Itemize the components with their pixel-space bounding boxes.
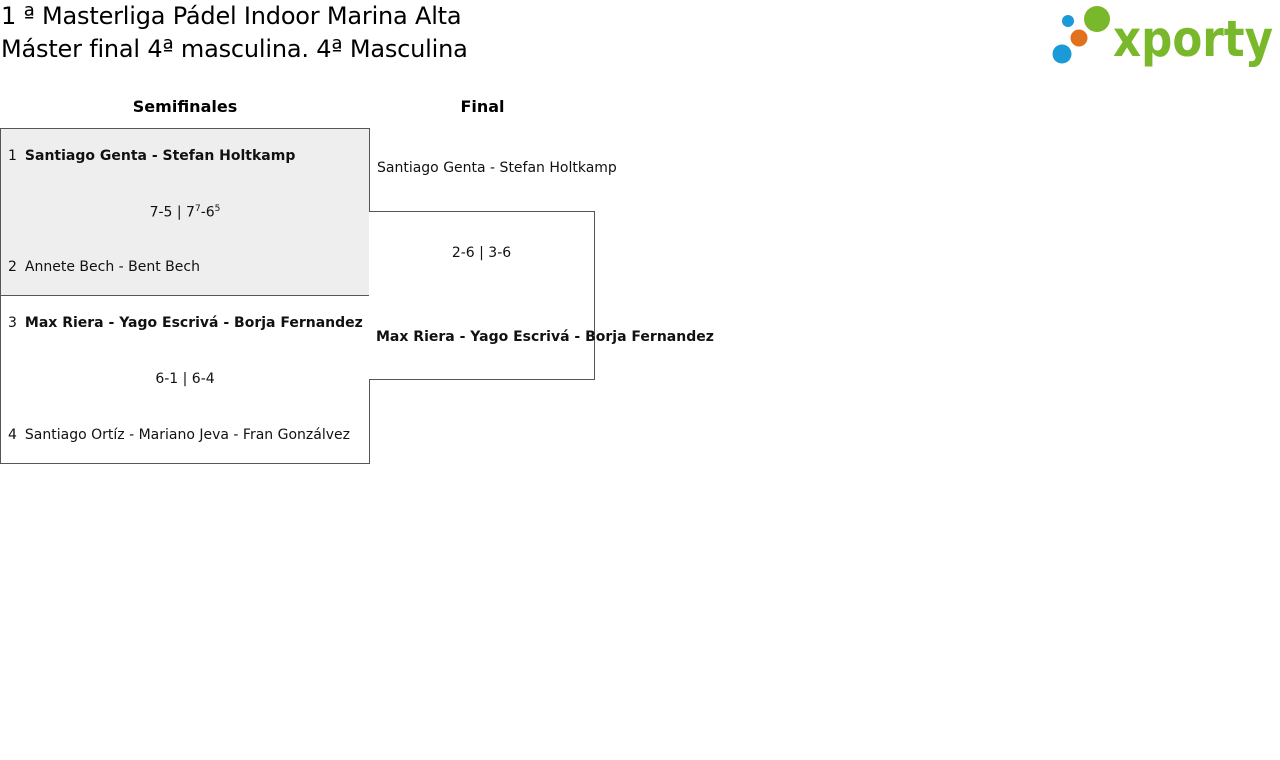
team-name: Santiago Ortíz - Mariano Jeva - Fran Gonzálvez bbox=[24, 427, 350, 443]
logo-dot-orange bbox=[1071, 30, 1088, 47]
round-header-final: Final bbox=[460, 97, 505, 116]
semifinal-1-match[interactable] bbox=[0, 128, 370, 296]
seed-number: 2 bbox=[8, 259, 17, 275]
final-score: 2-6 | 3-6 bbox=[451, 245, 512, 261]
final-match[interactable] bbox=[369, 211, 714, 380]
logo-wordmark: xporty bbox=[1113, 10, 1273, 68]
page-title: 1 ª Masterliga Pádel Indoor Marina Alta bbox=[1, 2, 462, 30]
logo-dot-blue bbox=[1053, 45, 1072, 64]
seed-number: 3 bbox=[8, 315, 17, 331]
semifinal-2-top-row bbox=[1, 315, 369, 331]
team-name-winner: Santiago Genta - Stefan Holtkamp bbox=[24, 148, 296, 164]
semifinal-1-bottom-row bbox=[1, 259, 369, 275]
final-top-team: Santiago Genta - Stefan Holtkamp bbox=[377, 160, 617, 176]
semifinal-2-bottom-row bbox=[1, 427, 369, 443]
semifinal-1-top-row bbox=[1, 148, 369, 164]
score-sets: 7-5 | 7 bbox=[149, 204, 195, 221]
score-set-2: -6 bbox=[200, 204, 215, 221]
tiebreak-points: 7 bbox=[194, 204, 201, 214]
semifinal-2-score: 6-1 | 6-4 bbox=[155, 371, 215, 387]
seed-number: 4 bbox=[8, 427, 17, 443]
seed-number: 1 bbox=[8, 148, 17, 164]
final-bottom-team-winner: Max Riera - Yago Escrivá - Borja Fernandez bbox=[376, 329, 714, 345]
team-name: Annete Bech - Bent Bech bbox=[24, 259, 200, 275]
logo-dot-blue-small bbox=[1062, 15, 1074, 27]
semifinal-1-score bbox=[1, 204, 369, 221]
logo-dot-green bbox=[1084, 6, 1110, 32]
xporty-logo[interactable] bbox=[1050, 4, 1276, 68]
page-subtitle: Máster final 4ª masculina. 4ª Masculina bbox=[1, 35, 468, 63]
tiebreak-points: 5 bbox=[214, 204, 221, 214]
team-name-winner: Max Riera - Yago Escrivá - Borja Fernandez bbox=[24, 315, 363, 331]
semifinal-2-match[interactable] bbox=[0, 295, 370, 464]
round-header-semifinals: Semifinales bbox=[132, 97, 238, 116]
